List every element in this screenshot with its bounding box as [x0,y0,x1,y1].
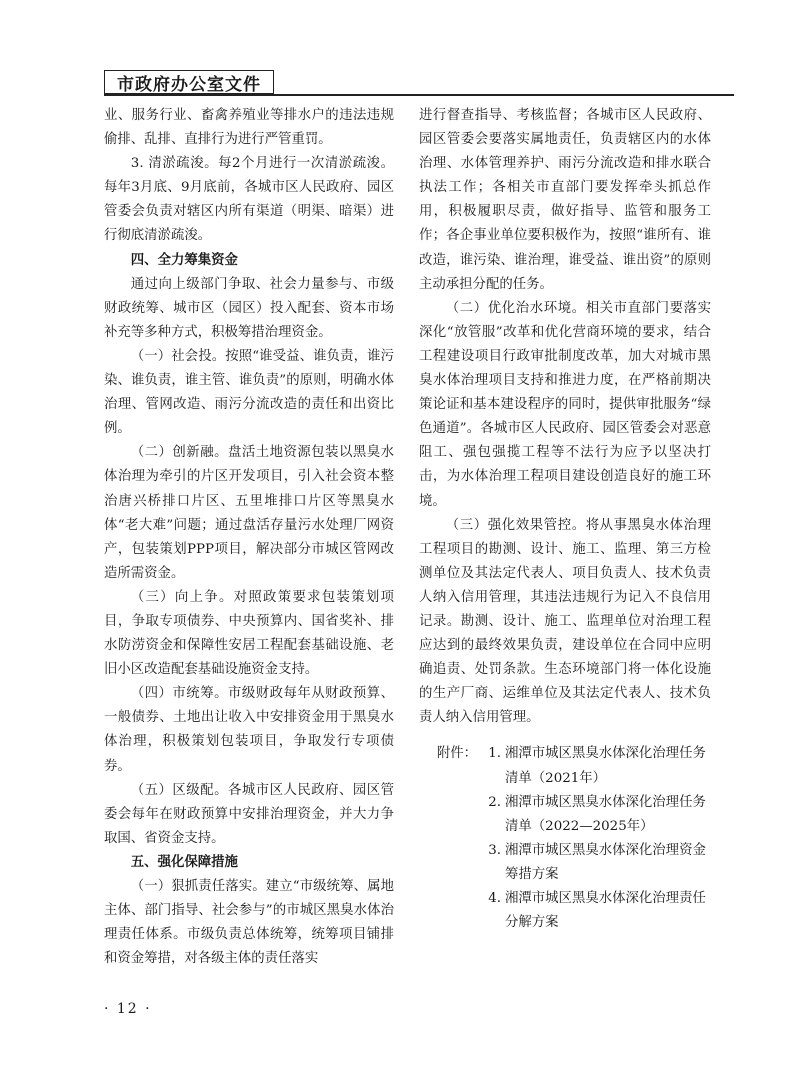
attachment-title [505,887,711,935]
attachment-label-spacer [419,791,477,839]
paragraph: 3. 清淤疏浚。每2个月进行一次清淤疏浚。每年3月底、9月底前，各城市区人民政府、园区管委会负责对辖区内所有渠道（明渠、暗渠）进行彻底清淤疏浚。 [104,156,394,244]
attachment-title-line: 湘潭市城区黑臭水体深化治理责任 [505,891,706,906]
paragraph: （三）强化效果管控。将从事黑臭水体治理工程项目的勘测、设计、施工、监理、第三方检测单位及其法定代表人、项目负责人、技术负责人纳入信用管理，其违法违规行为记入不良信用记录。勘测、设计、施工、监理单位对治理工程应达到的最终效果负责，建设单位在合同中应明确追责、处罚条款。生态环境部门将一体化设施的生产厂商、运维单位及其法定代表人、技术负责人纳入信用管理。 [419,517,711,726]
attachment-title-line: 清单（2021年） [505,770,607,786]
attachment-number: 2. [488,794,501,810]
paragraph: （二）创新融。盘活土地资源包装以黑臭水体治理为牵引的片区开发项目，引入社会资本整治唐兴桥排口片区、五里堆排口片区等黑臭水体“老大难”问题；通过盘活存量污水处理厂网资产，包装策划PPP项目，解决部分市城区管网改造所需资金。 [104,445,394,581]
section-heading: 四、全力筹集资金 [130,252,238,268]
section-heading: 五、强化保障措施 [130,854,238,870]
attachment-list [419,742,711,935]
attachment-title-line: 湘潭市城区黑臭水体深化治理任务 [505,794,706,810]
paragraph: 进行督查指导、考核监督；各城市区人民政府、园区管委会要落实属地责任，负责辖区内的水体治理、水体管理养护、雨污分流改造和排水联合执法工作；各相关市直部门要发挥牵头抓总作用，积极履职尽责，做好指导、监管和服务工作；各企事业单位要积极作为，按照“谁所有、谁改造，谁污染、谁治理，谁受益、谁出资”的原则主动承担分配的任务。 [419,108,711,292]
attachment-label-spacer [419,839,477,887]
paragraph: 通过向上级部门争取、社会力量参与、市级财政统筹、城市区（园区）投入配套、资本市场补充等多种方式，积极筹措治理资金。 [104,276,394,340]
page-number: · 12 · [104,1001,152,1017]
left-column [104,104,394,971]
attachment-item [419,791,711,839]
paragraph: （五）区级配。各城市区人民政府、园区管委会每年在财政预算中安排治理资金，并大力争取国、省资金支持。 [104,782,394,846]
attachment-item [419,742,711,790]
paragraph: （一）社会投。按照“谁受益、谁负责，谁污染、谁负责，谁主管、谁负责”的原则，明确水体治理、管网改造、雨污分流改造的责任和出资比例。 [104,348,394,437]
attachment-title-line: 筹措方案 [505,866,559,882]
attachment-item [419,839,711,887]
attachment-label-spacer [419,887,477,935]
right-column [419,104,711,935]
attachment-title [505,791,711,839]
paragraph: 业、服务行业、畜禽养殖业等排水户的违法违规偷排、乱排、直排行为进行严管重罚。 [104,108,394,148]
attachment-number: 1. [488,746,501,762]
attachment-title-line: 湘潭市城区黑臭水体深化治理资金 [505,842,706,858]
attachment-title [505,742,711,790]
attachment-title-line: 湘潭市城区黑臭水体深化治理任务 [505,746,706,762]
attachment-title-line: 清单（2022—2025年） [505,818,654,834]
header-title: 市政府办公室文件 [104,70,274,94]
paragraph: （四）市统筹。市级财政每年从财政预算、一般债券、土地出让收入中安排资金用于黑臭水体治理，积极策划包装项目，争取发行专项债券。 [104,686,394,774]
attachment-label: 附件： [436,746,477,762]
header-rule [104,94,734,96]
attachment-number: 4. [488,891,501,906]
running-header [104,70,734,96]
attachment-title-line: 分解方案 [505,915,559,931]
paragraph: （二）优化治水环境。相关市直部门要落实深化“放管服”改革和优化营商环境的要求，结合工程建设项目行政审批制度改革，加大对城市黑臭水体治理项目支持和推进力度，在严格前期决策论证和基本建设程序的同时，提供审批服务“绿色通道”。各城市区人民政府、园区管委会对恶意阻工、强包强揽工程等不法行为应予以坚决打击，为水体治理工程项目建设创造良好的施工环境。 [419,300,711,509]
attachment-item [419,887,711,935]
attachment-number: 3. [488,842,501,858]
paragraph: （三）向上争。对照政策要求包装策划项目，争取专项债券、中央预算内、国省奖补、排水防涝资金和保障性安居工程配套基础设施、老旧小区改造配套基础设施资金支持。 [104,589,394,678]
paragraph: （一）狠抓责任落实。建立“市级统筹、属地主体、部门指导、社会参与”的市城区黑臭水体治理责任体系。市级负责总体统筹，统筹项目铺排和资金筹措，对各级主体的责任落实 [104,879,394,967]
attachment-title [505,839,711,887]
